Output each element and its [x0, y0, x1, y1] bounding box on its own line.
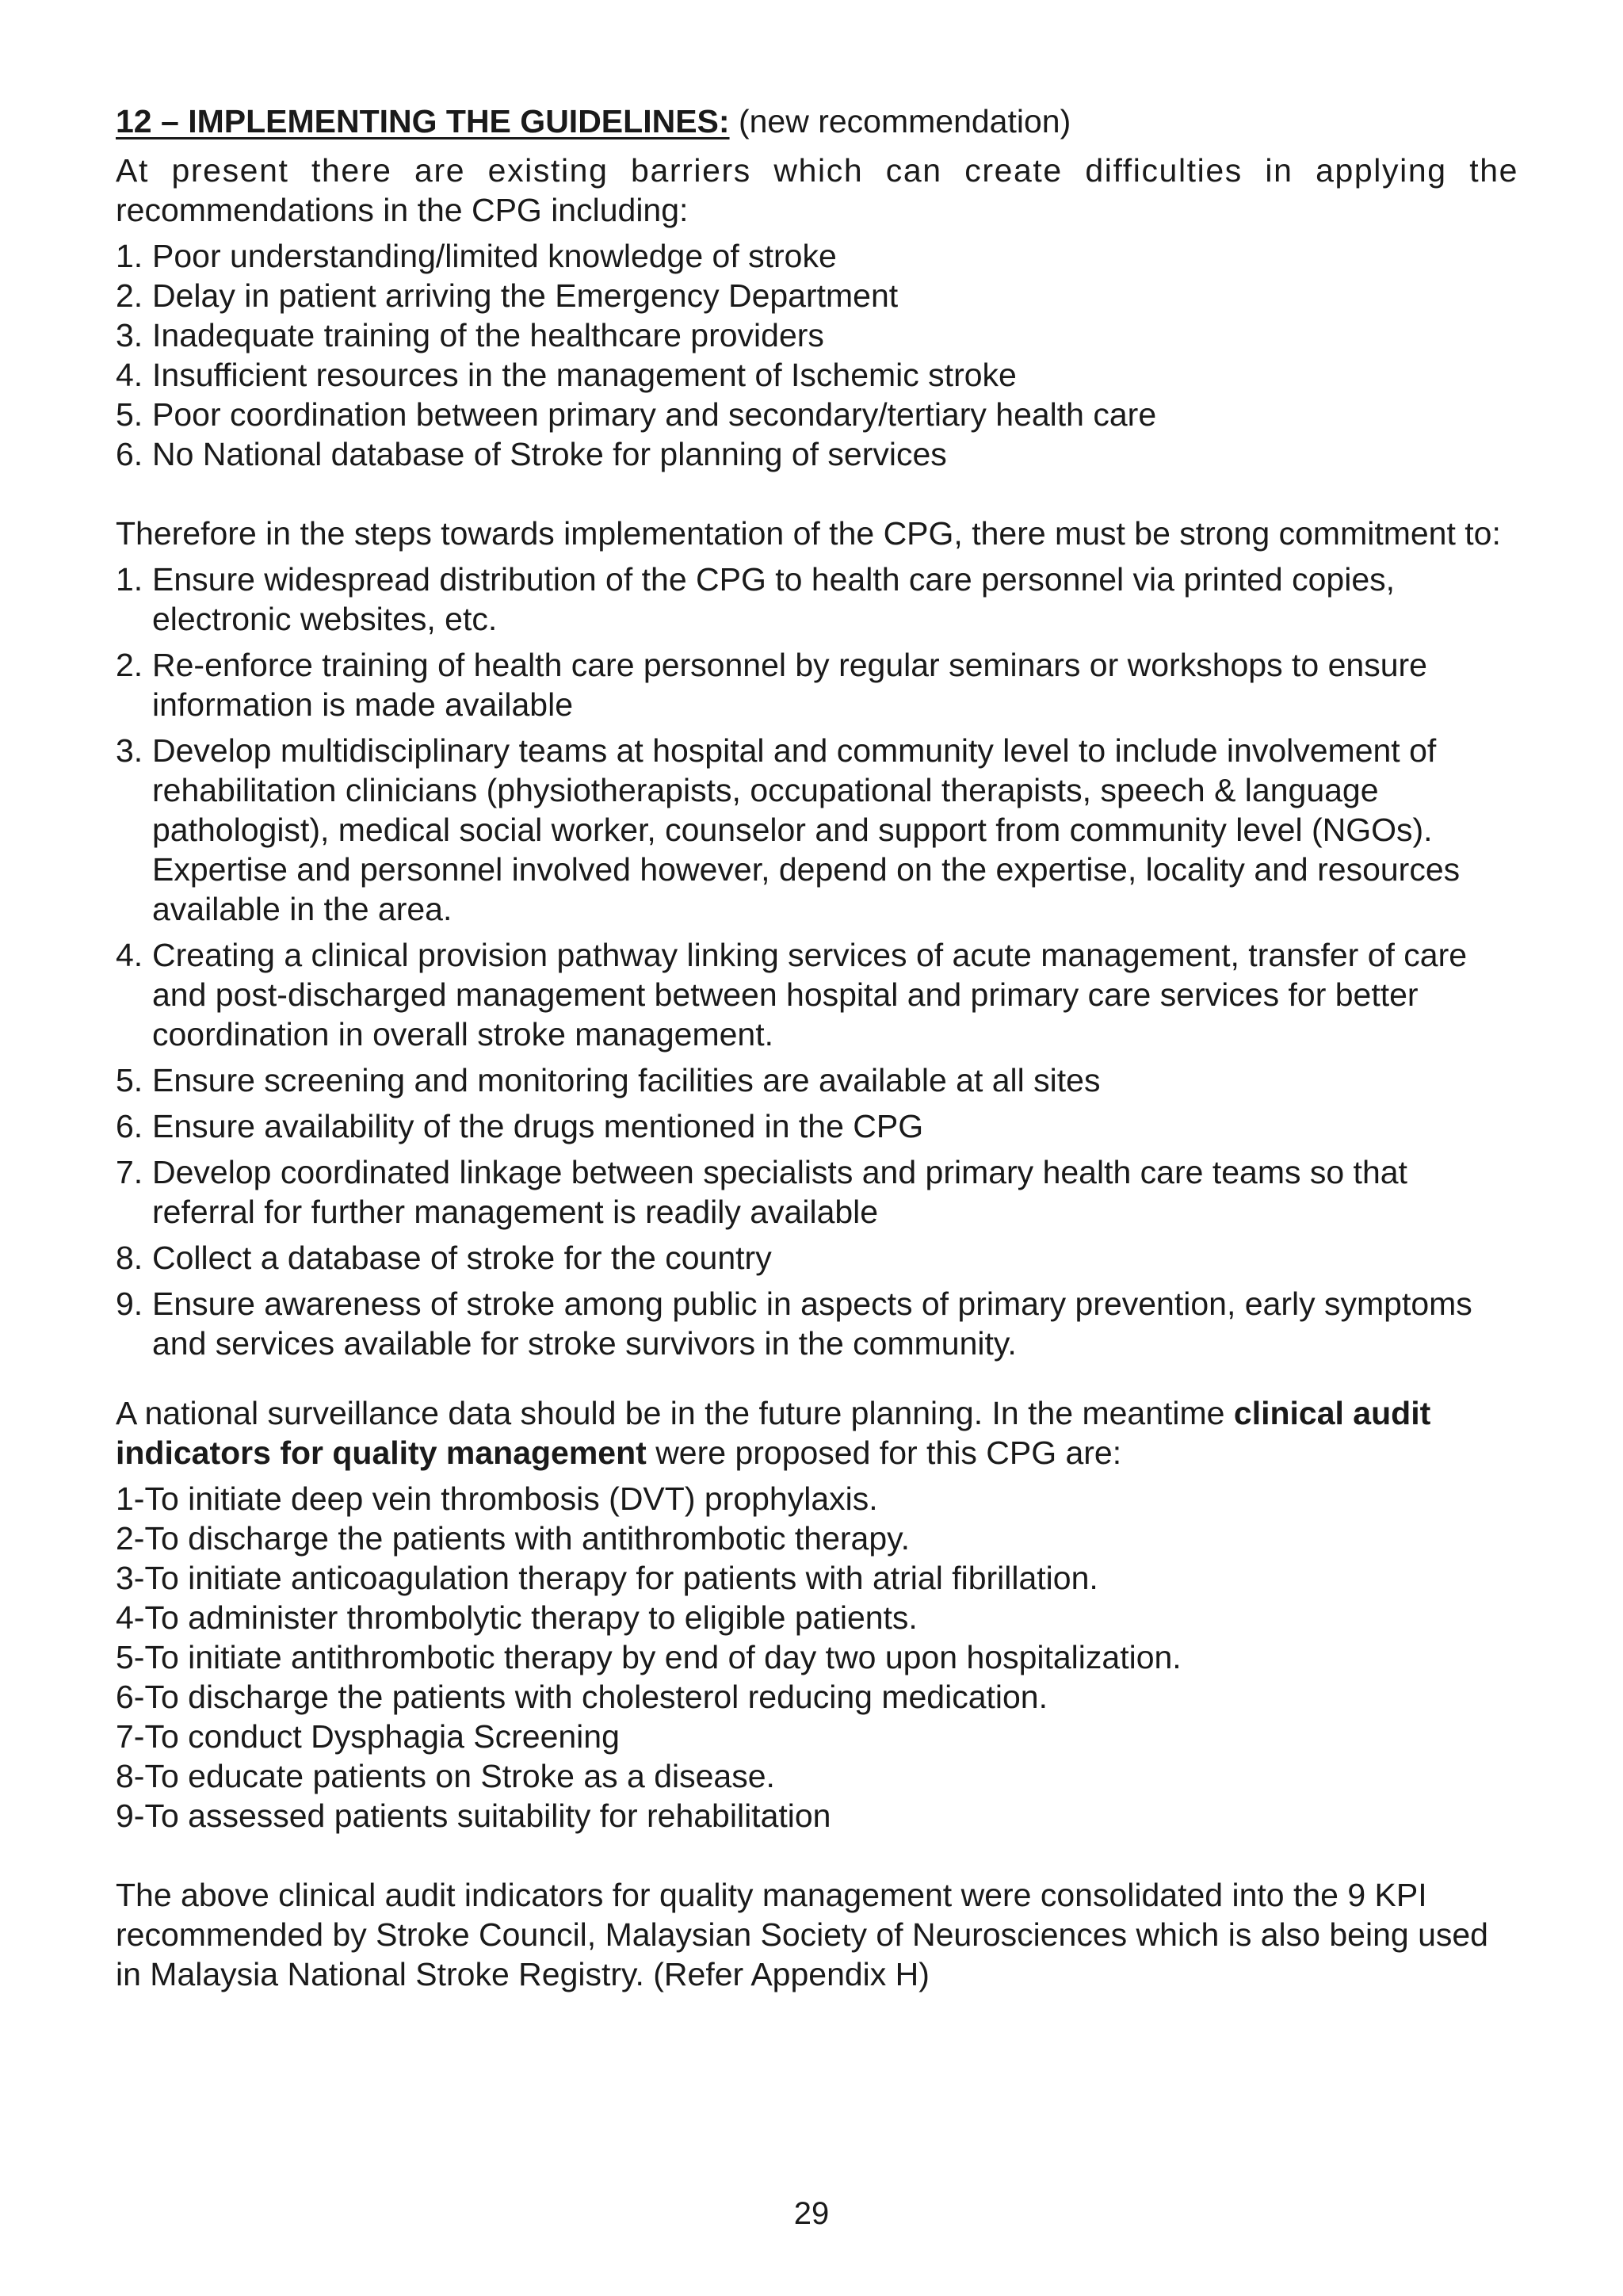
item-text: Develop coordinated linkage between specialists and primary health care teams so that referral for further management is readily available — [152, 1154, 1407, 1230]
list-item: 7-To conduct Dysphagia Screening — [116, 1718, 620, 1755]
audit-intro-text-end: were proposed for this CPG are: — [646, 1435, 1122, 1471]
item-number: 4. — [116, 937, 143, 973]
item-number: 1. — [116, 561, 143, 598]
item-text: Delay in patient arriving the Emergency Department — [152, 277, 899, 314]
document-page — [116, 101, 1518, 1994]
list-item — [116, 731, 1518, 929]
barriers-intro-line-2: recommendations in the CPG including: — [116, 192, 689, 228]
section-title: 12 – IMPLEMENTING THE GUIDELINES: — [116, 103, 730, 139]
item-number: 9. — [116, 1286, 143, 1322]
closing-paragraph: The above clinical audit indicators for quality management were consolidated into the 9 KPI recommended by Stroke Council, Malaysian Society of Neurosciences which is also being used in Malaysia National Stroke Registry. (Refer Appendix H) — [116, 1877, 1488, 1992]
list-item: 4-To administer thrombolytic therapy to eligible patients. — [116, 1599, 918, 1636]
list-item: 1-To initiate deep vein thrombosis (DVT) prophylaxis. — [116, 1480, 878, 1517]
audit-indicators-list — [116, 1479, 1518, 1836]
item-number: 5. — [116, 396, 143, 433]
section-heading — [116, 101, 1518, 141]
paragraph-gap — [116, 474, 1518, 514]
item-number: 7. — [116, 1154, 143, 1190]
list-item — [116, 236, 1518, 276]
item-number: 1. — [116, 238, 143, 274]
list-item — [116, 395, 1518, 434]
paragraph-gap — [116, 1370, 1518, 1393]
item-text: Insufficient resources in the management of Ischemic stroke — [152, 357, 1017, 393]
list-item — [116, 560, 1518, 639]
item-number: 4. — [116, 357, 143, 393]
commitment-intro: Therefore in the steps towards implementation of the CPG, there must be strong commitment to: — [116, 515, 1501, 552]
list-item — [116, 935, 1518, 1054]
list-item — [116, 645, 1518, 724]
audit-intro-bold: clinical audit indicators for quality management — [116, 1395, 1431, 1471]
list-item — [116, 315, 1518, 355]
item-number: 6. — [116, 1108, 143, 1144]
list-item — [116, 1238, 1518, 1278]
list-item — [116, 1152, 1518, 1232]
list-item — [116, 355, 1518, 395]
paragraph-gap — [116, 1836, 1518, 1875]
item-text: No National database of Stroke for planning of services — [152, 436, 947, 472]
list-item — [116, 1284, 1518, 1363]
page-number: 29 — [793, 2196, 830, 2231]
commitment-list — [116, 560, 1518, 1363]
list-item — [116, 1060, 1518, 1100]
item-text: Ensure awareness of stroke among public in aspects of primary prevention, early symptoms and services available for stroke survivors in the community. — [152, 1286, 1472, 1362]
barriers-list — [116, 236, 1518, 474]
list-item: 9-To assessed patients suitability for rehabilitation — [116, 1797, 831, 1834]
item-text: Ensure screening and monitoring facilities are available at all sites — [152, 1062, 1101, 1098]
audit-intro-text: A national surveillance data should be in the future planning. In the meantime — [116, 1395, 1234, 1431]
list-item: 8-To educate patients on Stroke as a disease. — [116, 1758, 775, 1794]
item-number: 2. — [116, 277, 143, 314]
list-item: 2-To discharge the patients with antithrombotic therapy. — [116, 1520, 910, 1557]
audit-intro — [116, 1393, 1518, 1473]
list-item — [116, 276, 1518, 315]
item-number: 2. — [116, 647, 143, 683]
item-number: 5. — [116, 1062, 143, 1098]
item-text: Poor understanding/limited knowledge of stroke — [152, 238, 837, 274]
list-item: 5-To initiate antithrombotic therapy by end of day two upon hospitalization. — [116, 1639, 1182, 1675]
section-note: (new recommendation) — [738, 103, 1071, 139]
item-text: Creating a clinical provision pathway linking services of acute management, transfer of care and post-discharged management between hospital and primary care services for better coordination in overall stroke management. — [152, 937, 1468, 1052]
list-item — [116, 434, 1518, 474]
item-text: Poor coordination between primary and secondary/tertiary health care — [152, 396, 1157, 433]
item-text: Ensure availability of the drugs mentioned in the CPG — [152, 1108, 924, 1144]
item-number: 8. — [116, 1240, 143, 1276]
item-number: 3. — [116, 732, 143, 769]
item-text: Inadequate training of the healthcare providers — [152, 317, 824, 353]
item-number: 3. — [116, 317, 143, 353]
item-text: Re-enforce training of health care personnel by regular seminars or workshops to ensure information is made available — [152, 647, 1427, 723]
list-item: 6-To discharge the patients with cholesterol reducing medication. — [116, 1679, 1048, 1715]
list-item: 3-To initiate anticoagulation therapy for patients with atrial fibrillation. — [116, 1560, 1098, 1596]
item-text: Ensure widespread distribution of the CPG to health care personnel via printed copies, electronic websites, etc. — [152, 561, 1396, 637]
list-item — [116, 1106, 1518, 1146]
item-text: Develop multidisciplinary teams at hospital and community level to include involvement of rehabilitation clinicians (physiotherapists, occupational therapists, speech & language pathologist), medical social worker, counselor and support from community level (NGOs). Expertise and personnel involved however, depend on the expertise, locality and resources available in the area. — [152, 732, 1461, 927]
item-number: 6. — [116, 436, 143, 472]
item-text: Collect a database of stroke for the country — [152, 1240, 772, 1276]
barriers-intro-line-1: At present there are existing barriers which can create difficulties in applying the — [116, 152, 1518, 189]
